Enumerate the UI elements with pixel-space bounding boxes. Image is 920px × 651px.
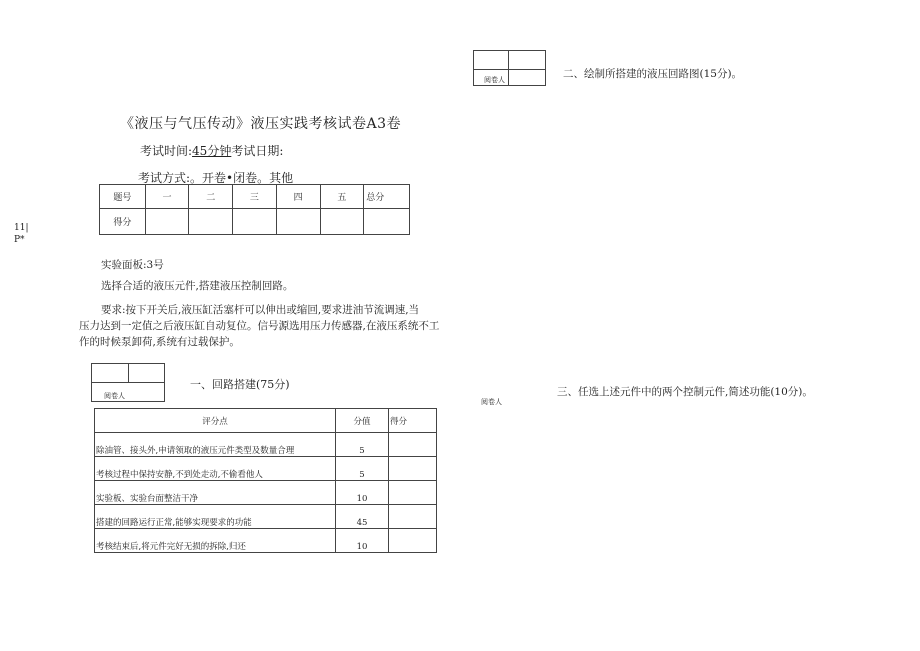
grader-cell[interactable] — [509, 70, 546, 86]
exam-time-line — [140, 142, 283, 159]
grading-table — [94, 408, 437, 553]
table-row — [95, 457, 437, 481]
grader-label: 阅卷人 — [92, 383, 165, 402]
grading-earned-cell[interactable] — [389, 529, 437, 553]
grading-item: 除油管、接头外,申请领取的液压元件类型及数量合理 — [95, 433, 336, 457]
score-row-label: 得分 — [100, 209, 146, 235]
exam-time-value: 45分钟 — [192, 144, 232, 158]
score-header-cell: 总分 — [364, 185, 410, 209]
score-header-cell: 二 — [189, 185, 233, 209]
grader-table — [91, 363, 165, 402]
grading-score: 10 — [336, 529, 389, 553]
table-row — [95, 481, 437, 505]
exam-title: 《液压与气压传动》液压实践考核试卷A3卷 — [120, 116, 402, 132]
grading-score: 5 — [336, 457, 389, 481]
table-row — [95, 433, 437, 457]
score-table-score-row — [100, 209, 410, 235]
table-row — [95, 505, 437, 529]
grader-label: 阅卷人 — [474, 70, 509, 86]
margin-note-line2: P* — [14, 235, 25, 245]
table-row — [95, 529, 437, 553]
section1-title: 一、回路搭建(75分) — [190, 378, 290, 391]
score-header-cell: 题号 — [100, 185, 146, 209]
score-cell[interactable] — [233, 209, 277, 235]
score-cell[interactable] — [189, 209, 233, 235]
grading-earned-cell[interactable] — [389, 481, 437, 505]
grading-header-item: 评分点 — [95, 409, 336, 433]
task-description: 选择合适的液压元件,搭建液压控制回路。 — [101, 280, 294, 292]
grading-score: 10 — [336, 481, 389, 505]
grading-header-earned: 得分 — [389, 409, 437, 433]
section3-title: 三、任选上述元件中的两个控制元件,简述功能(10分)。 — [557, 386, 813, 398]
score-cell[interactable] — [320, 209, 364, 235]
score-cell[interactable] — [145, 209, 189, 235]
grading-item: 实验板、实验台面整洁干净 — [95, 481, 336, 505]
exam-date-label: 考试日期: — [231, 144, 284, 158]
exam-time-label: 考试时间: — [140, 144, 193, 158]
grading-earned-cell[interactable] — [389, 505, 437, 529]
grading-item: 考核过程中保持安静,不到处走动,不偷看他人 — [95, 457, 336, 481]
grading-score: 45 — [336, 505, 389, 529]
grading-earned-cell[interactable] — [389, 433, 437, 457]
score-header-cell: 五 — [320, 185, 364, 209]
grading-header-score: 分值 — [336, 409, 389, 433]
score-cell[interactable] — [364, 209, 410, 235]
exam-method: 考试方式:。开卷•闭卷。其他 — [138, 171, 294, 185]
margin-note — [14, 222, 28, 246]
requirements-line: 要求:按下开关后,液压缸活塞杆可以伸出或缩回,要求进油节流调速,当 — [101, 304, 420, 316]
grader-box-section2 — [473, 50, 546, 86]
panel-info: 实验面板:3号 — [101, 259, 164, 271]
requirements-line: 作的时候泵卸荷,系统有过载保护。 — [79, 336, 240, 348]
score-table — [99, 184, 410, 235]
score-header-cell: 三 — [233, 185, 277, 209]
grading-item: 考核结束后,将元件完好无损的拆除,归还 — [95, 529, 336, 553]
grading-score: 5 — [336, 433, 389, 457]
grading-item: 搭建的回路运行正常,能够实现要求的功能 — [95, 505, 336, 529]
grader-box-section1 — [91, 363, 165, 402]
grader-cell[interactable] — [92, 364, 129, 383]
score-table-header-row — [100, 185, 410, 209]
score-header-cell: 四 — [276, 185, 320, 209]
grader-table — [473, 50, 546, 86]
margin-note-line1: 11| — [14, 223, 29, 233]
requirements-line: 压力达到一定值之后液压缸自动复位。信号源选用压力传感器,在液压系统不工 — [79, 320, 440, 332]
grading-header-row — [95, 409, 437, 433]
section2-title: 二、绘制所搭建的液压回路图(15分)。 — [563, 68, 743, 80]
grader-cell[interactable] — [129, 364, 165, 383]
score-header-cell: 一 — [145, 185, 189, 209]
grader-cell[interactable] — [474, 51, 509, 70]
grading-earned-cell[interactable] — [389, 457, 437, 481]
score-cell[interactable] — [276, 209, 320, 235]
grader-cell[interactable] — [509, 51, 546, 70]
grader-label-section3: 阅卷人 — [481, 398, 502, 406]
